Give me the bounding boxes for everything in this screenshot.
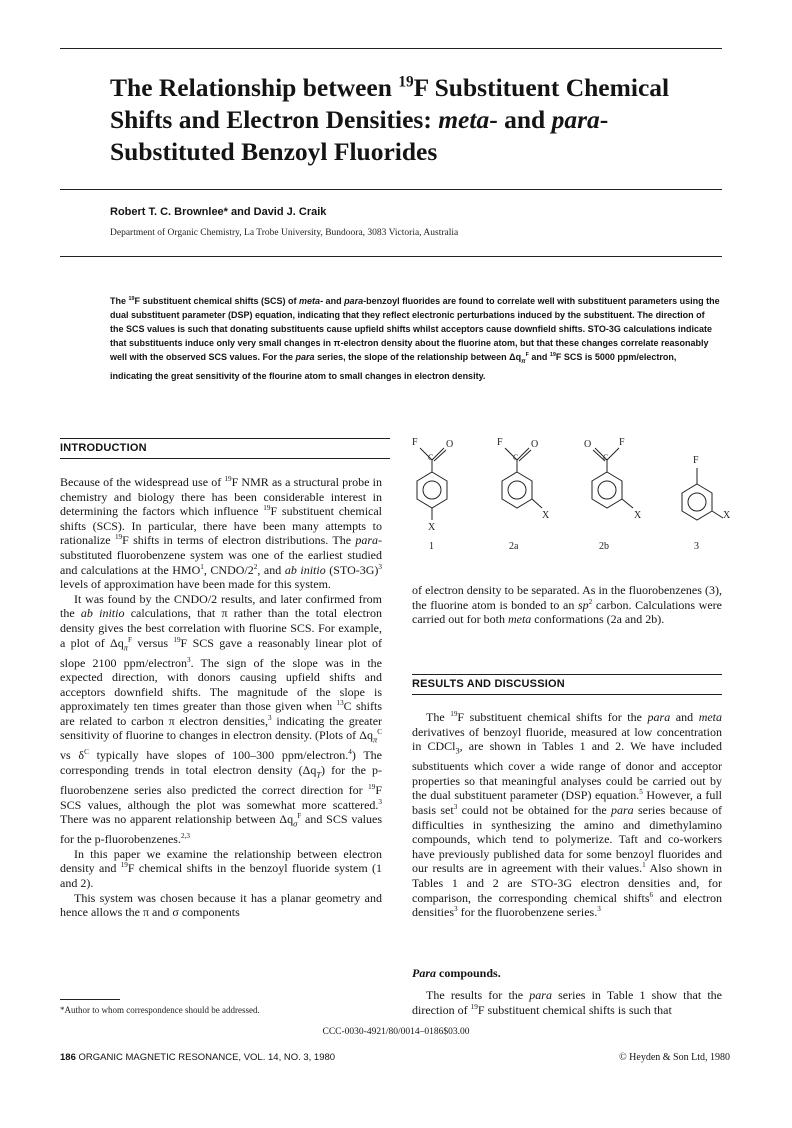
results-rule-top — [412, 674, 722, 675]
footer-journal: 186 ORGANIC MAGNETIC RESONANCE, VOL. 14, NO. 3, 1980 — [60, 1052, 336, 1063]
abstract: The $^{19}$F substituent chemical shifts (SCS) of meta- and para-benzoyl fluorides are found to correlate well with substituent parameters using the dual substituent parameter (DSP) equation, indicating that they reflect electronic perturbations induced by the substituent. The direction of the SCS values is such that donating substituents cause upfield shifts whilst acceptors cause downfield shifts. STO-3G calculations indicate that substituents induce only very small changes in π-electron density about the fluorine atom, but that these changes correlate reasonably well with the observed SCS values. For the para series, the slope of the relationship between $\Delta q_\pi^F$ and $^{19}$F SCS is 5000 ppm/electron, indicating the great sensitivity of the flourine atom to small changes in electron density. — [110, 296, 720, 381]
authors: Robert T. C. Brownlee* and David J. Craik — [110, 206, 327, 218]
right-column-top — [412, 583, 722, 627]
atom-label: F — [497, 437, 503, 448]
structure-label-3: 3 — [694, 541, 699, 552]
atom-label: X — [634, 510, 642, 521]
paper-title: The Relationship between $^{19}$F Substituent Chemical Shifts and Electron Densities: meta- and para-Substituted Benzoyl Fluorides — [110, 73, 670, 166]
doi-line: CCC-0030-4921/80/0014–0186$03.00 — [322, 1027, 470, 1037]
structure-2a — [502, 448, 542, 508]
affiliation: Department of Organic Chemistry, La Trobe University, Bundoora, 3083 Victoria, Australia — [110, 228, 459, 238]
structure-label-1: 1 — [429, 541, 434, 552]
atom-label: F — [619, 437, 625, 448]
structure-2b — [592, 448, 633, 508]
results-rule-bottom — [412, 694, 722, 695]
page-number: 186 — [60, 1052, 76, 1063]
intro-rule-bottom — [60, 458, 390, 459]
intro-paragraph-4: This system was chosen because it has a planar geometry and hence allows the π and σ components — [60, 890, 382, 920]
atom-label: C — [513, 453, 519, 462]
intro-paragraph-2: It was found by the CNDO/2 results, and later confirmed from the ab initio calculations, that π rather than the total electron density gives the best correlation with fluorine SCS. For example, a plot of $\Delta q_\pi^F$ versus $^{19}$F SCS gave a reasonably linear plot of slope 2100 ppm/electron$^3$. The sign of the slope was in the expected direction, with donors causing upfield shifts and acceptors downfield shifts. The magnitude of the slope is approximately ten times greater than those given when $^{13}$C shifts are related to carbon π electron densities,$^3$ indicating the greater sensitivity of fluorine to changes in electron density. (Plots of $\Delta q_\pi^C$ vs $\delta^C$ typically have slopes of 100–300 ppm/electron.$^4$) The corresponding trends in total electron density $(\Delta q_T)$ for the p-fluorobenzene series also predicted the correct direction for $^{19}$F SCS values, although the plot was somewhat more scattered.$^3$ There was no apparent relationship between $\Delta q_\sigma^F$ and SCS values for the p-fluorobenzenes.$^{2,3}$ — [60, 591, 383, 847]
structure-label-2b: 2b — [599, 541, 609, 552]
right-column-results — [412, 710, 722, 920]
subsection-para-compounds: Para compounds. — [412, 966, 501, 980]
structure-label-2a: 2a — [509, 541, 519, 552]
atom-label: O — [446, 439, 454, 450]
footnote-rule — [60, 999, 120, 1000]
atom-label: C — [428, 453, 434, 462]
intro-rule-top — [60, 438, 390, 439]
intro-paragraph-1: Because of the widespread use of $^{19}$F NMR as a structural probe in chemistry and biology there has been considerable interest in determining the factors which influence $^{19}$F substituent chemical shifts (SCS). In particular, there have been many attempts to rationalize $^{19}$F shifts in terms of electron distributions. The para-substituted fluorobenzene system was one of the earliest studied and calculations at the HMO$^1$, CNDO/$2^2$, and ab initio $(STO-3G)^3$ levels of approximation have been made for this system. — [60, 475, 383, 592]
title-rule — [60, 189, 722, 190]
left-column — [60, 475, 382, 920]
atom-label: X — [428, 522, 436, 533]
para-paragraph-1: The results for the para series in Table 1 show that the direction of $^{19}$F substituent chemical shifts is such that — [412, 988, 722, 1017]
results-paragraph-1: The $^{19}$F substituent chemical shifts for the para and meta derivatives of benzoyl fluoride, measured at low concentration in CDCl$_3$, are shown in Tables 1 and 2. We have included substituents which cover a wide range of donor and acceptor properties so that meaningful analyses could be carried out by the dual substituent parameter (DSP) equation.$^5$ However, a full basis set$^3$ could not be obtained for the para series because of difficulties in synthesizing the amino and dimethylamino compounds, which tend to polymerize. Taft and co-workers have previously published data for some benzoyl fluorides and our results are in agreement with their values.$^1$ Also shown in Tables 1 and 2 are STO-3G electron densities and, for comparison, the corresponding chemical shifts$^6$ and electron densities$^3$ for the fluorobenzene series.$^3$ — [412, 710, 723, 920]
footer-copyright: © Heyden & Son Ltd, 1980 — [619, 1052, 730, 1063]
right-paragraph-1: of electron density to be separated. As in the fluorobenzenes (3), the fluorine atom is bonded to an $sp^2$ carbon. Calculations were carried out for both meta conformations (2a and 2b). — [412, 583, 722, 627]
atom-label: O — [531, 439, 539, 450]
structure-3 — [682, 468, 723, 520]
atom-label: F — [412, 437, 418, 448]
top-rule — [60, 48, 722, 49]
section-introduction: INTRODUCTION — [60, 442, 147, 454]
atom-label: F — [693, 455, 699, 466]
header-rule — [60, 256, 722, 257]
atom-label: X — [723, 510, 731, 521]
intro-paragraph-3: In this paper we examine the relationship between electron density and $^{19}$F chemical shifts in the benzoyl fluoride system (1 and 2). — [60, 846, 382, 890]
benzoyl-fluoride-structures — [392, 432, 732, 557]
atom-label: C — [603, 453, 609, 462]
right-column-para — [412, 988, 722, 1017]
atom-label: O — [584, 439, 592, 450]
section-results-discussion: RESULTS AND DISCUSSION — [412, 678, 565, 690]
atom-label: X — [542, 510, 550, 521]
footnote: *Author to whom correspondence should be addressed. — [60, 1005, 260, 1015]
